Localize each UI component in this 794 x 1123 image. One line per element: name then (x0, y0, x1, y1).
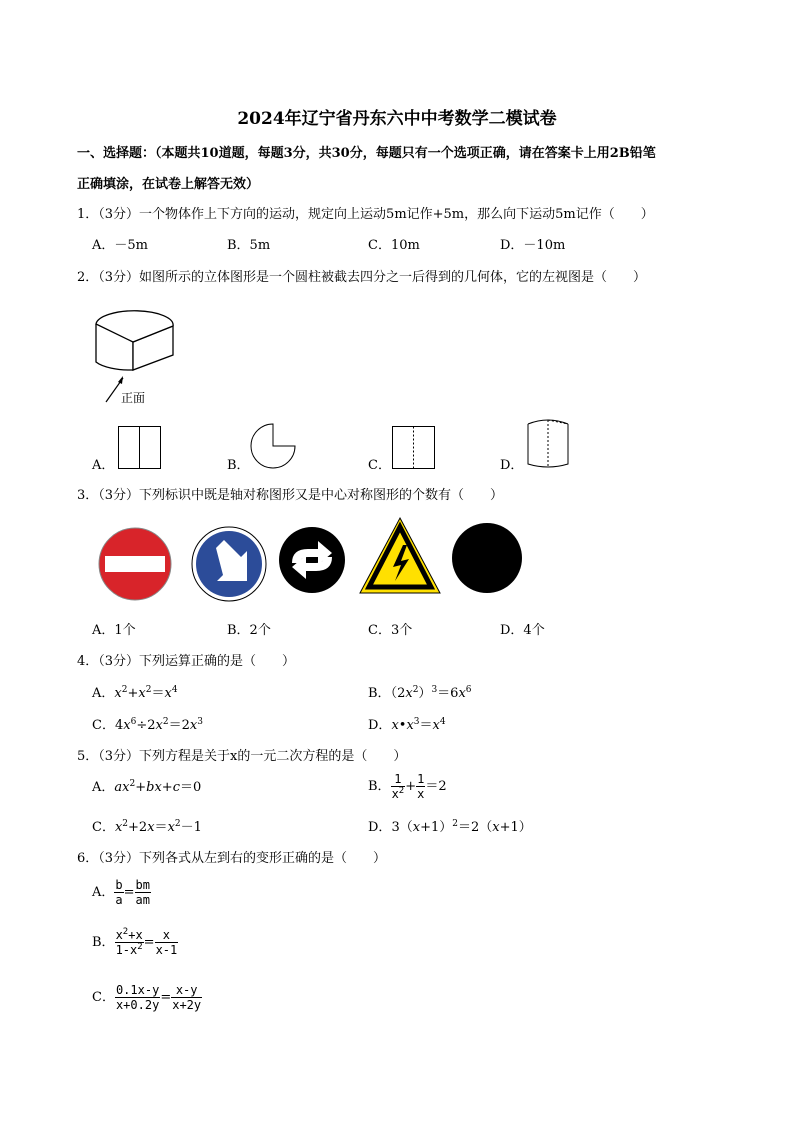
q5-option-c: C．$x^2+2x=x^2-1$ (92, 819, 202, 835)
q6-stem: 6．（3分）下列各式从左到右的变形正确的是（ ） (77, 851, 387, 866)
page-title: 2024年辽宁省丹东六中中考数学二模试卷 (237, 109, 557, 129)
high-voltage-warning-icon (357, 515, 443, 597)
q5-option-b: B． $\frac{1}{x^2}$ + $\frac{1}{x}$ ＝2 (368, 772, 447, 801)
q1-option-b: B．5m (227, 238, 271, 253)
section-heading-cont: 正确填涂，在试卷上解答无效） (77, 177, 260, 192)
q1-option-a: A．－5m (92, 238, 148, 253)
q3-option-a: A．1个 (92, 623, 136, 638)
q5-option-a: A．$ax^2+bx+c=0$ (92, 779, 202, 795)
two-way-arrows-sign-icon (278, 526, 346, 594)
q1-option-d: D．－10m (500, 238, 566, 253)
q2-option-a: A． (92, 458, 115, 473)
black-circle-icon (451, 522, 523, 594)
q2-option-b-figure (251, 424, 297, 470)
q2-option-d-figure (524, 414, 572, 470)
q2-stem: 2．（3分）如图所示的立体图形是一个圆柱被截去四分之一后得到的几何体，它的左视图是（ ） (77, 270, 647, 285)
q1-stem: 1．（3分）一个物体作上下方向的运动，规定向上运动5m记作+5m，那么向下运动5m记作（ ） (77, 207, 654, 222)
q2-solid-figure (88, 302, 188, 410)
q3-option-c: C．3个 (368, 623, 413, 638)
q5-option-d: D．$3(x+1)^2=2(x+1)$ (368, 819, 532, 835)
q2-option-b: B． (227, 458, 250, 473)
q6-option-b: B． $\frac{x^2+x}{1-x^2}$ = $\frac{x}{x-1}$ (92, 927, 178, 957)
q4-option-d: D．$x•x^3=x^4$ (368, 717, 446, 733)
q3-option-b: B．2个 (227, 623, 271, 638)
q6-option-a: A． $\frac{b}{a}$ = $\frac{bm}{am}$ (92, 878, 150, 907)
q5-stem: 5．（3分）下列方程是关于x的一元二次方程的是（ ） (77, 749, 407, 764)
q2-option-d: D． (500, 458, 524, 473)
section-heading: 一、选择题：（本题共10道题，每题3分，共30分，每题只有一个选项正确，请在答案卡上用2B铅笔 (77, 146, 656, 161)
q4-option-c: C．$4x^6\div 2x^2=2x^3$ (92, 717, 203, 733)
keep-right-sign-icon (191, 526, 267, 602)
q4-option-b: B．$(2x^2)^3=6x^6$ (368, 685, 472, 701)
q2-option-c-figure (392, 426, 436, 470)
figure-label-front: 正面 (121, 391, 146, 405)
q4-stem: 4．（3分）下列运算正确的是（ ） (77, 654, 296, 669)
q6-option-c: C． $\frac{0.1x-y}{x+0.2y}$ = $\frac{x-y}{x+2y}$ (92, 983, 202, 1012)
q4-option-a: A．$x^2+x^2=x^4$ (92, 685, 178, 701)
no-entry-sign-icon (98, 527, 172, 601)
q1-option-c: C．10m (368, 238, 420, 253)
q3-stem: 3．（3分）下列标识中既是轴对称图形又是中心对称图形的个数有（ ） (77, 488, 504, 503)
q2-option-c: C． (368, 458, 391, 473)
q2-option-a-figure (118, 426, 162, 470)
q3-option-d: D．4个 (500, 623, 545, 638)
